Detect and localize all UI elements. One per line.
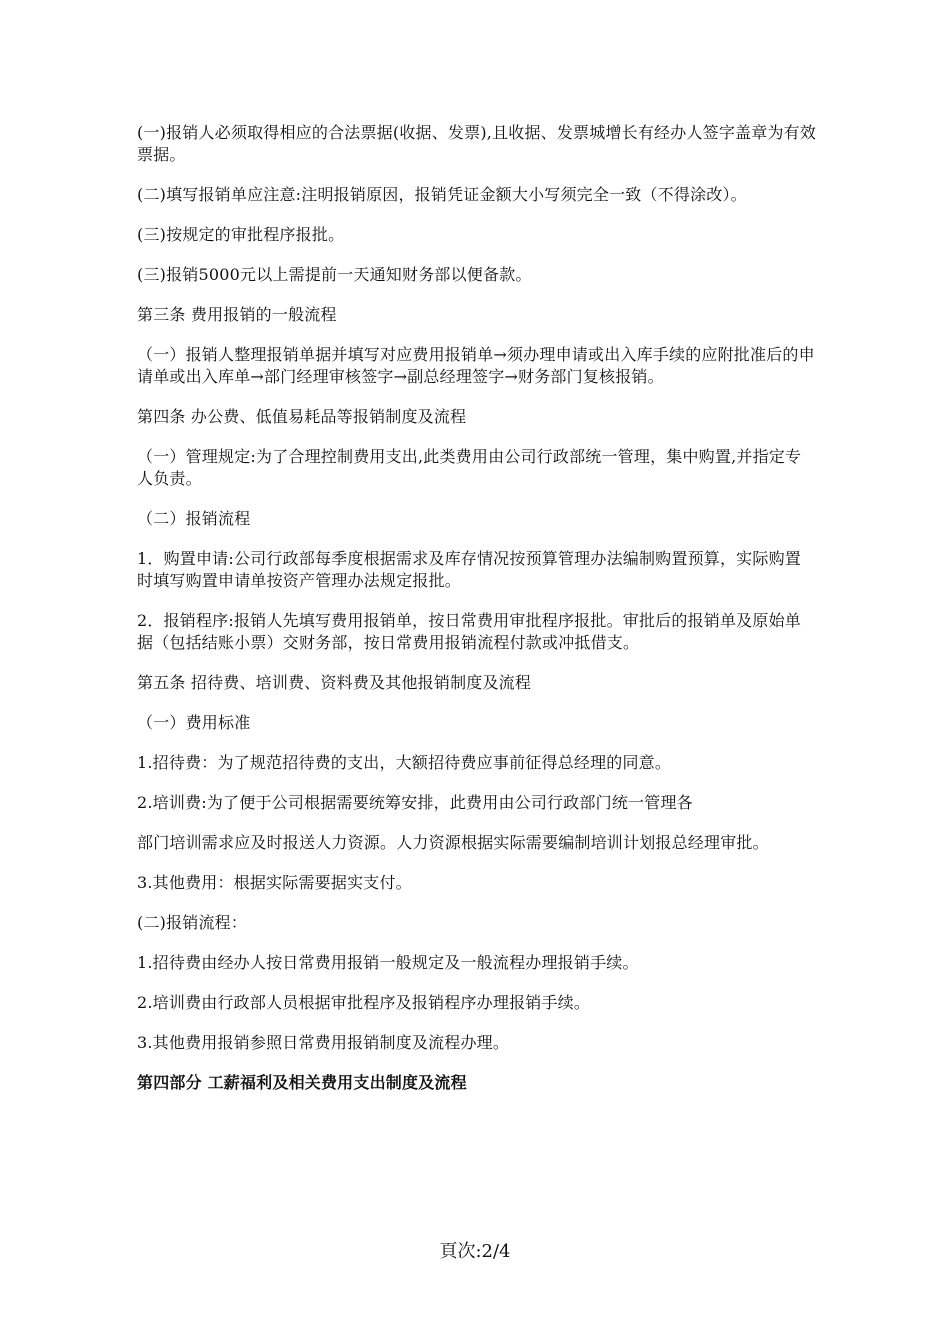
paragraph-training-fee-continued: 部门培训需求应及时报送人力资源。人力资源根据实际需要编制培训计划报总经理审批。 <box>137 833 769 852</box>
subheading-reimbursement-flow-2: (二)报销流程： <box>137 913 248 932</box>
paragraph-advance-notice: (三)报销5000元以上需提前一天通知财务部以便备款。 <box>137 265 532 284</box>
document-body <box>137 122 817 1112</box>
paragraph-entertainment-flow: 1.招待费由经办人按日常费用报销一般规定及一般流程办理报销手续。 <box>137 953 639 972</box>
subheading-expense-standards: （一）费用标准 <box>137 713 251 732</box>
paragraph-receipt-requirement: (一)报销人必须取得相应的合法票据(收据、发票),且收据、发票城增长有经办人签字盖章为有效票据。 <box>137 123 817 164</box>
paragraph-training-fee: 2.培训费:为了便于公司根据需要统筹安排，此费用由公司行政部门统一管理各 <box>137 793 693 812</box>
article-4-heading: 第四条 办公费、低值易耗品等报销制度及流程 <box>137 407 467 426</box>
paragraph-other-fees: 3.其他费用：根据实际需要据实支付。 <box>137 873 412 892</box>
paragraph-management-rules: （一）管理规定:为了合理控制费用支出,此类费用由公司行政部统一管理，集中购置,并指定专人负责。 <box>137 447 802 488</box>
part-4-heading: 第四部分 工薪福利及相关费用支出制度及流程 <box>137 1073 467 1092</box>
paragraph-form-notes: (二)填写报销单应注意:注明报销原因，报销凭证金额大小写须完全一致（不得涂改）。 <box>137 185 747 204</box>
article-3-heading: 第三条 费用报销的一般流程 <box>137 305 337 324</box>
page-number: 頁次:2/4 <box>439 1241 511 1262</box>
subheading-reimbursement-flow: （二）报销流程 <box>137 509 251 528</box>
paragraph-approval-procedure: (三)按规定的审批程序报批。 <box>137 225 345 244</box>
paragraph-other-flow: 3.其他费用报销参照日常费用报销制度及流程办理。 <box>137 1033 510 1052</box>
article-5-heading: 第五条 招待费、培训费、资料费及其他报销制度及流程 <box>137 673 532 692</box>
paragraph-general-flow: （一）报销人整理报销单据并填写对应费用报销单→须办理申请或出入库手续的应附批准后的申请单或出入库单→部门经理审核签字→副总经理签字→财务部门复核报销。 <box>137 345 815 386</box>
paragraph-purchase-request: 1．购置申请:公司行政部每季度根据需求及库存情况按预算管理办法编制购置预算，实际购置时填写购置申请单按资产管理办法规定报批。 <box>137 549 801 590</box>
paragraph-entertainment-fee: 1.招待费：为了规范招待费的支出，大额招待费应事前征得总经理的同意。 <box>137 753 672 772</box>
paragraph-training-flow: 2.培训费由行政部人员根据审批程序及报销程序办理报销手续。 <box>137 993 591 1012</box>
paragraph-reimbursement-procedure: 2．报销程序:报销人先填写费用报销单，按日常费用审批程序报批。审批后的报销单及原始单据（包括结账小票）交财务部，按日常费用报销流程付款或冲抵借支。 <box>137 611 801 652</box>
